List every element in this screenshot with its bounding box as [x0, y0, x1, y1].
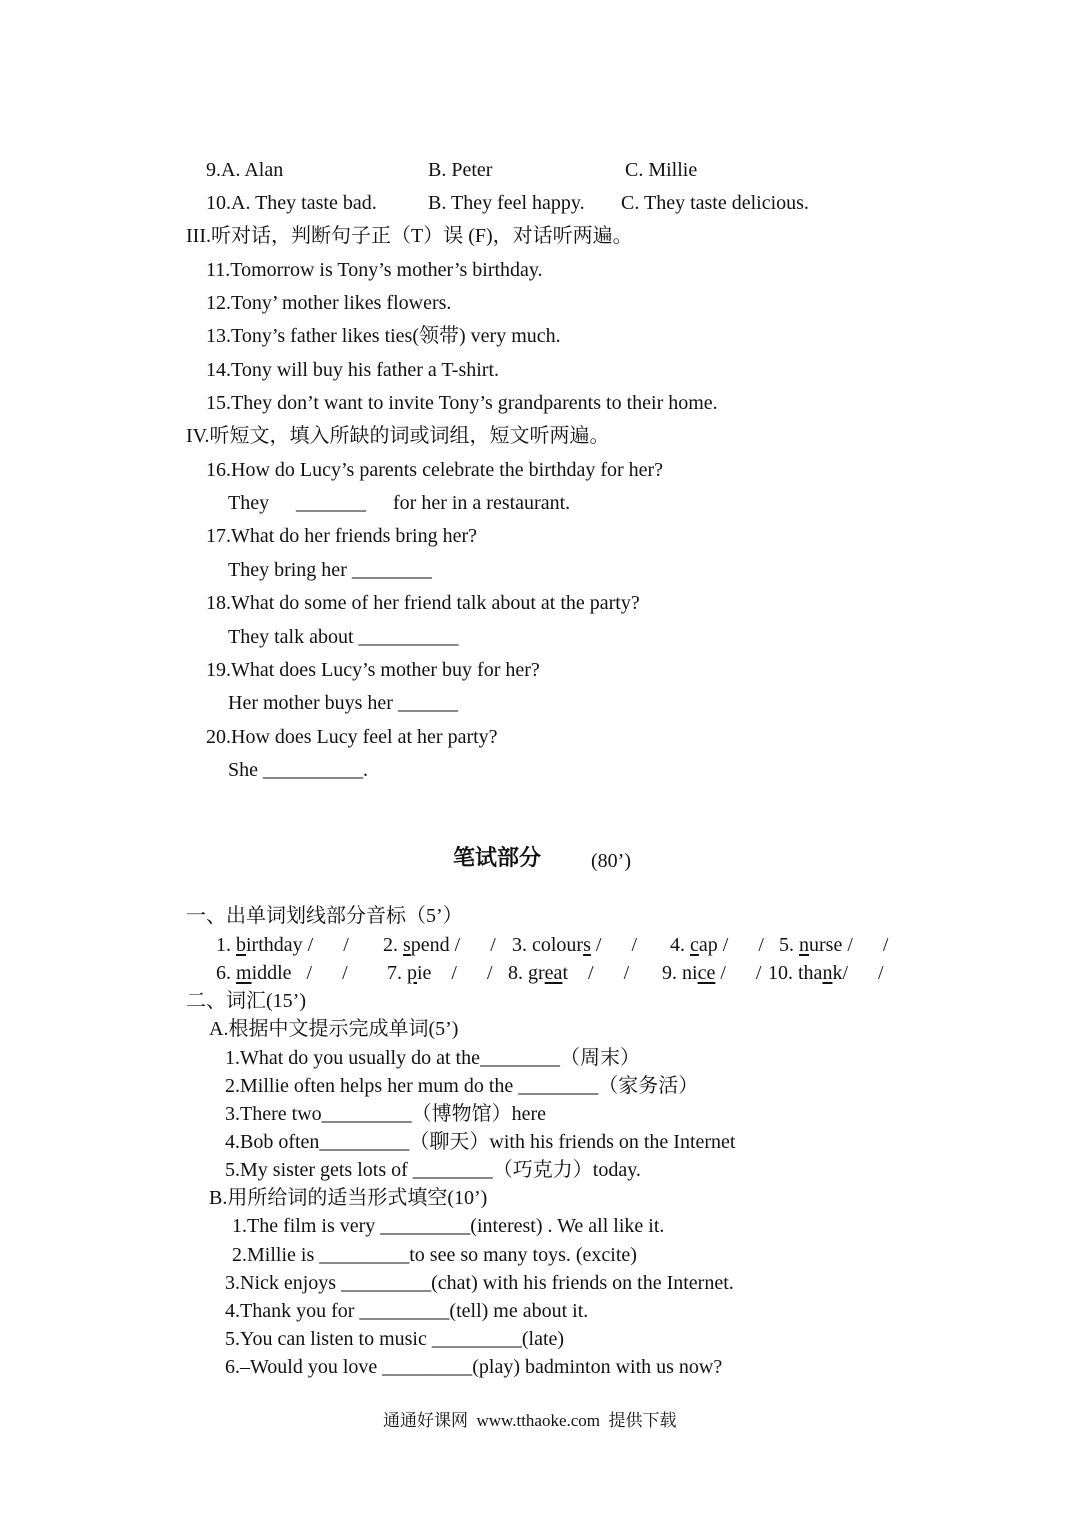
- fill-question-18: 18.What do some of her friend talk about at the party?: [206, 592, 640, 614]
- tf-item-12: 12.Tony’ mother likes flowers.: [206, 292, 452, 314]
- part-a-item-3: 3.There two_________（博物馆）here: [225, 1103, 547, 1125]
- fill-answer-20: She __________.: [228, 759, 368, 781]
- phonetic-item-10: 10. thank/ /: [768, 962, 884, 984]
- part-a-heading: A.根据中文提示完成单词(5’): [209, 1018, 459, 1040]
- phonetic-item-3: 3. colours / /: [512, 934, 638, 956]
- part-a-item-5: 5.My sister gets lots of ________（巧克力）today.: [225, 1159, 641, 1181]
- fill-question-16: 16.How do Lucy’s parents celebrate the birthday for her?: [206, 459, 664, 481]
- part-b-item-4: 4.Thank you for _________(tell) me about it.: [225, 1300, 589, 1322]
- fill-answer-19: Her mother buys her ______: [228, 692, 458, 714]
- phonetic-item-6: 6. middle / /: [216, 962, 348, 984]
- part-b-item-3: 3.Nick enjoys _________(chat) with his friends on the Internet.: [225, 1272, 734, 1294]
- fill-question-20: 20.How does Lucy feel at her party?: [206, 726, 498, 748]
- part-a-item-1: 1.What do you usually do at the________（周末）: [225, 1047, 640, 1069]
- phonetic-item-5: 5. nurse / /: [779, 934, 889, 956]
- tf-item-14: 14.Tony will buy his father a T-shirt.: [206, 359, 500, 381]
- section-4-heading: IV.听短文，填入所缺的词或词组，短文听两遍。: [186, 425, 610, 447]
- tf-item-13: 13.Tony’s father likes ties(领带) very much.: [206, 325, 561, 347]
- q9-option-a: 9.A. Alan: [206, 159, 284, 181]
- fill-answer-16-pre: They: [228, 492, 270, 514]
- fill-answer-16-blank: _______: [296, 492, 366, 514]
- page-footer: 通通好课网 www.tthaoke.com 提供下载: [383, 1411, 677, 1430]
- written-section-score: (80’): [591, 850, 631, 872]
- part-b-item-2: 2.Millie is _________to see so many toys. (excite): [232, 1244, 637, 1266]
- q9-option-c: C. Millie: [625, 159, 698, 181]
- q10-option-a: 10.A. They taste bad.: [206, 192, 377, 214]
- fill-question-17: 17.What do her friends bring her?: [206, 525, 478, 547]
- section-3-heading: III.听对话，判断句子正（T）误 (F)，对话听两遍。: [186, 225, 633, 247]
- phonetic-item-9: 9. nice / /: [662, 962, 762, 984]
- fill-question-19: 19.What does Lucy’s mother buy for her?: [206, 659, 540, 681]
- q9-option-b: B. Peter: [428, 159, 493, 181]
- part-b-item-1: 1.The film is very _________(interest) . We all like it.: [232, 1215, 665, 1237]
- part-1-heading: 一、出单词划线部分音标（5’）: [186, 905, 463, 927]
- q10-option-c: C. They taste delicious.: [621, 192, 809, 214]
- phonetic-item-1: 1. birthday / /: [216, 934, 349, 956]
- part-b-heading: B.用所给词的适当形式填空(10’): [209, 1187, 488, 1209]
- part-a-item-4: 4.Bob often_________（聊天）with his friends on the Internet: [225, 1131, 736, 1153]
- part-2-heading: 二、词汇(15’): [186, 990, 306, 1012]
- phonetic-item-7: 7. pie / /: [387, 962, 493, 984]
- part-a-item-2: 2.Millie often helps her mum do the ________（家务活）: [225, 1075, 699, 1097]
- phonetic-item-8: 8. great / /: [508, 962, 630, 984]
- fill-answer-18: They talk about __________: [228, 626, 459, 648]
- fill-answer-16-post: for her in a restaurant.: [393, 492, 571, 514]
- fill-answer-17: They bring her ________: [228, 559, 432, 581]
- q10-option-b: B. They feel happy.: [428, 192, 585, 214]
- written-section-title: 笔试部分: [453, 846, 542, 871]
- tf-item-15: 15.They don’t want to invite Tony’s grandparents to their home.: [206, 392, 718, 414]
- part-b-item-6: 6.–Would you love _________(play) badminton with us now?: [225, 1356, 723, 1378]
- part-b-item-5: 5.You can listen to music _________(late): [225, 1328, 565, 1350]
- phonetic-item-4: 4. cap / /: [670, 934, 764, 956]
- phonetic-item-2: 2. spend / /: [383, 934, 496, 956]
- tf-item-11: 11.Tomorrow is Tony’s mother’s birthday.: [206, 259, 543, 281]
